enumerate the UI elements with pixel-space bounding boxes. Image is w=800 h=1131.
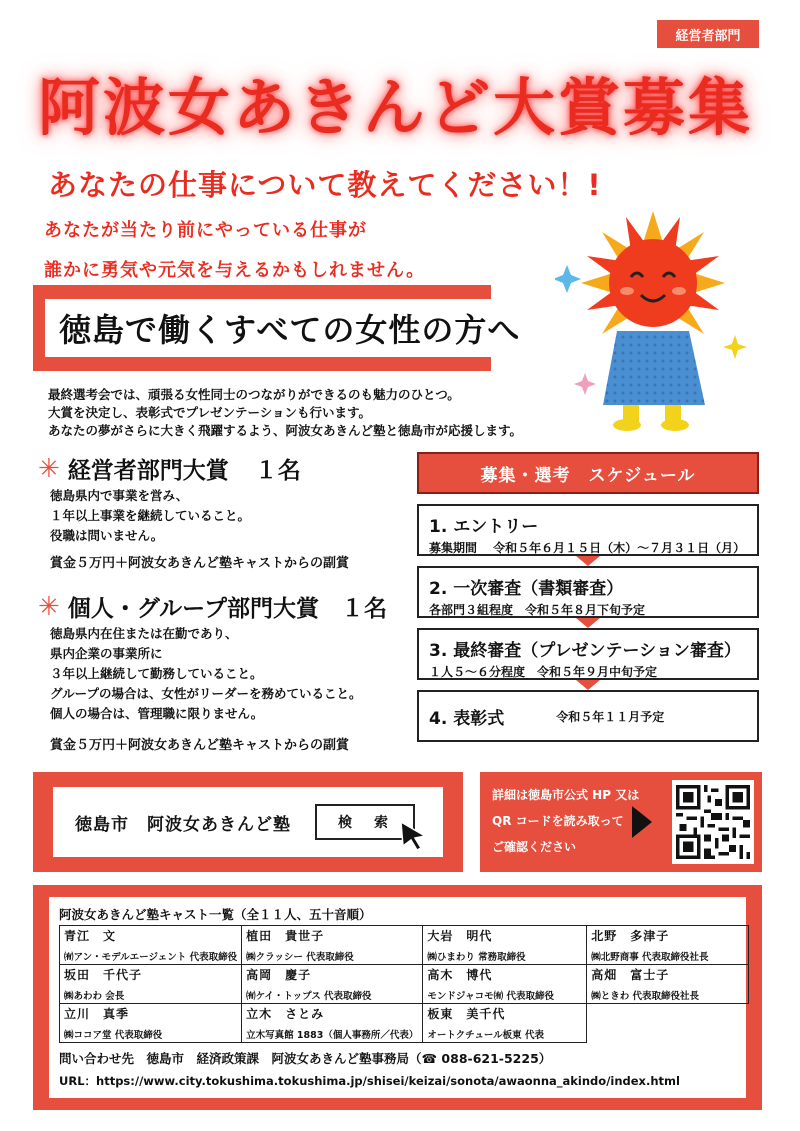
down-arrow-icon — [576, 618, 600, 628]
down-arrow-icon — [576, 556, 600, 566]
award-count: １名 — [340, 596, 387, 622]
lead-line-1: あなたが当たり前にやっている仕事が — [44, 220, 367, 241]
cast-org: ㈱北野商事 代表取締役社長 — [591, 952, 709, 963]
info-panel — [480, 772, 762, 872]
schedule-step-ceremony — [417, 690, 759, 742]
burst-icon: ✳ — [38, 591, 60, 622]
award-requirement: グループの場合は、女性がリーダーを務めていること。 — [50, 686, 362, 701]
schedule-step-final-review — [417, 628, 759, 680]
award-requirement: 役職は問いません。 — [50, 528, 164, 543]
award-requirement: １年以上事業を継続していること。 — [50, 508, 251, 523]
info-line: ご確認ください — [492, 840, 577, 854]
table-row — [60, 965, 749, 1004]
search-panel — [33, 772, 463, 872]
table-row — [60, 1004, 749, 1043]
award-title-individual-group — [38, 590, 387, 623]
schedule-step-title: 1. エントリー — [429, 517, 539, 537]
award-prize: 賞金５万円＋阿波女あきんど塾キャストからの副賞 — [50, 556, 350, 571]
cast-name: 板東 美千代 — [427, 1007, 506, 1021]
schedule-step-title: 4. 表彰式 — [429, 708, 505, 729]
schedule-step-detail: 募集期間 令和５年６月１５日（木）～７月３１日（月） — [429, 541, 746, 555]
cast-cell — [423, 1004, 587, 1043]
cast-org: ㈱ときわ 代表取締役社長 — [591, 991, 700, 1002]
schedule-step-detail: １人５～６分程度 令和５年９月中旬予定 — [429, 665, 658, 679]
cast-cell — [587, 965, 749, 1004]
cast-name: 北野 多津子 — [591, 929, 670, 943]
cast-cell — [242, 926, 423, 965]
cast-heading: 阿波女あきんど塾キャスト一覧（全１１人、五十音順） — [59, 907, 372, 922]
cast-cell — [60, 1004, 242, 1043]
search-keyword: 徳島市 阿波女あきんど塾 — [75, 814, 291, 835]
award-requirement: 徳島県内で事業を営み、 — [50, 488, 189, 503]
cast-name: 高畑 富士子 — [591, 968, 670, 982]
search-button[interactable] — [315, 804, 415, 840]
cast-org: ㈱クラッシー 代表取締役 — [246, 952, 354, 963]
cast-cell-empty — [587, 1004, 749, 1043]
cast-org: ㈲ケイ・トップス 代表取締役 — [246, 991, 372, 1002]
cast-cell — [587, 926, 749, 965]
contact-info: 問い合わせ先 徳島市 経済政策課 阿波女あきんど塾事務局（☎ 088-621-5225） — [59, 1051, 552, 1066]
burst-icon: ✳ — [38, 453, 60, 484]
cast-cell — [423, 926, 587, 965]
cast-name: 大岩 明代 — [427, 929, 493, 943]
url-link[interactable]: URL：https://www.city.tokushima.tokushima.jp/shisei/keizai/sonota/awaonna_akindo/index.html — [59, 1074, 680, 1088]
cast-panel — [33, 885, 762, 1110]
department-tag: 経営者部門 — [657, 20, 759, 48]
cast-org: ㈱ココア堂 代表取締役 — [64, 1030, 163, 1041]
award-prize: 賞金５万円＋阿波女あきんど塾キャストからの副賞 — [50, 738, 350, 753]
intro-line: 大賞を決定し、表彰式でプレゼンテーションも行います。 — [48, 405, 372, 420]
schedule-step-detail: 令和５年１１月予定 — [556, 709, 665, 724]
cast-table — [59, 925, 749, 1043]
page-title: 阿波女あきんど大賞募集 — [38, 71, 754, 144]
cast-name: 坂田 千代子 — [64, 968, 143, 982]
cast-org: 立木写真館 1883（個人事務所／代表） — [246, 1030, 419, 1041]
info-line: QR コードを読み取って — [492, 814, 624, 828]
award-count: １名 — [254, 458, 301, 484]
cast-org: ㈱あわわ 会長 — [64, 991, 125, 1002]
cast-name: 立川 真季 — [64, 1007, 130, 1021]
target-banner-text: 徳島で働くすべての女性の方へ — [45, 299, 534, 357]
cast-cell — [242, 1004, 423, 1043]
cast-org: オートクチュール板東 代表 — [427, 1030, 544, 1041]
award-description — [50, 486, 250, 546]
intro-line: 最終選考会では、頑張る女性同士のつながりができるのも魅力のひとつ。 — [48, 387, 460, 402]
cast-cell — [423, 965, 587, 1004]
cursor-arrow-icon — [399, 820, 429, 852]
cast-org: モンドジャコモ㈲ 代表取締役 — [427, 991, 554, 1002]
info-line: 詳細は徳島市公式 HP 又は — [492, 788, 640, 802]
intro-text — [48, 386, 522, 440]
qr-code[interactable] — [672, 780, 754, 864]
cast-name: 立木 さとみ — [246, 1007, 325, 1021]
award-description — [50, 624, 362, 724]
cast-cell — [60, 926, 242, 965]
award-requirement: ３年以上継続して勤務していること。 — [50, 666, 263, 681]
award-name: 経営者部門大賞 — [67, 458, 229, 484]
award-title-business-owner — [38, 452, 301, 485]
right-arrow-icon — [632, 806, 652, 838]
intro-line: あなたの夢がさらに大きく飛躍するよう、阿波女あきんど塾と徳島市が応援します。 — [48, 423, 523, 438]
sun-mascot-illustration — [555, 205, 755, 435]
target-banner — [33, 285, 521, 371]
lead-line-2: 誰かに勇気や元気を与えるかもしれません。 — [44, 260, 426, 281]
subtitle: あなたの仕事について教えてください！! — [48, 168, 602, 202]
cast-cell — [242, 965, 423, 1004]
cast-name: 植田 貴世子 — [246, 929, 325, 943]
cast-org: ㈱ひまわり 常務取締役 — [427, 952, 526, 963]
search-button-label: 検 索 — [338, 815, 392, 831]
award-requirement: 徳島県内在住または在勤であり、 — [50, 626, 238, 641]
cast-org: ㈲アン・モデルエージェント 代表取締役 — [64, 952, 238, 963]
schedule-header: 募集・選考 スケジュール — [417, 452, 759, 494]
down-arrow-icon — [576, 680, 600, 690]
cast-name: 高岡 慶子 — [246, 968, 312, 982]
table-row — [60, 926, 749, 965]
cast-cell — [60, 965, 242, 1004]
info-text — [492, 782, 639, 860]
cast-name: 青江 文 — [64, 929, 117, 943]
cast-name: 高木 博代 — [427, 968, 493, 982]
award-requirement: 県内企業の事業所に — [50, 646, 163, 661]
schedule-step-title: 3. 最終審査（プレゼンテーション審査） — [429, 641, 741, 661]
award-requirement: 個人の場合は、管理職に限りません。 — [50, 706, 264, 721]
schedule-step-entry — [417, 504, 759, 556]
schedule-step-first-review — [417, 566, 759, 618]
schedule-step-title: 2. 一次審査（書類審査） — [429, 579, 624, 599]
award-name: 個人・グループ部門大賞 — [67, 596, 319, 622]
schedule-step-detail: 各部門３組程度 令和５年８月下旬予定 — [429, 603, 646, 617]
